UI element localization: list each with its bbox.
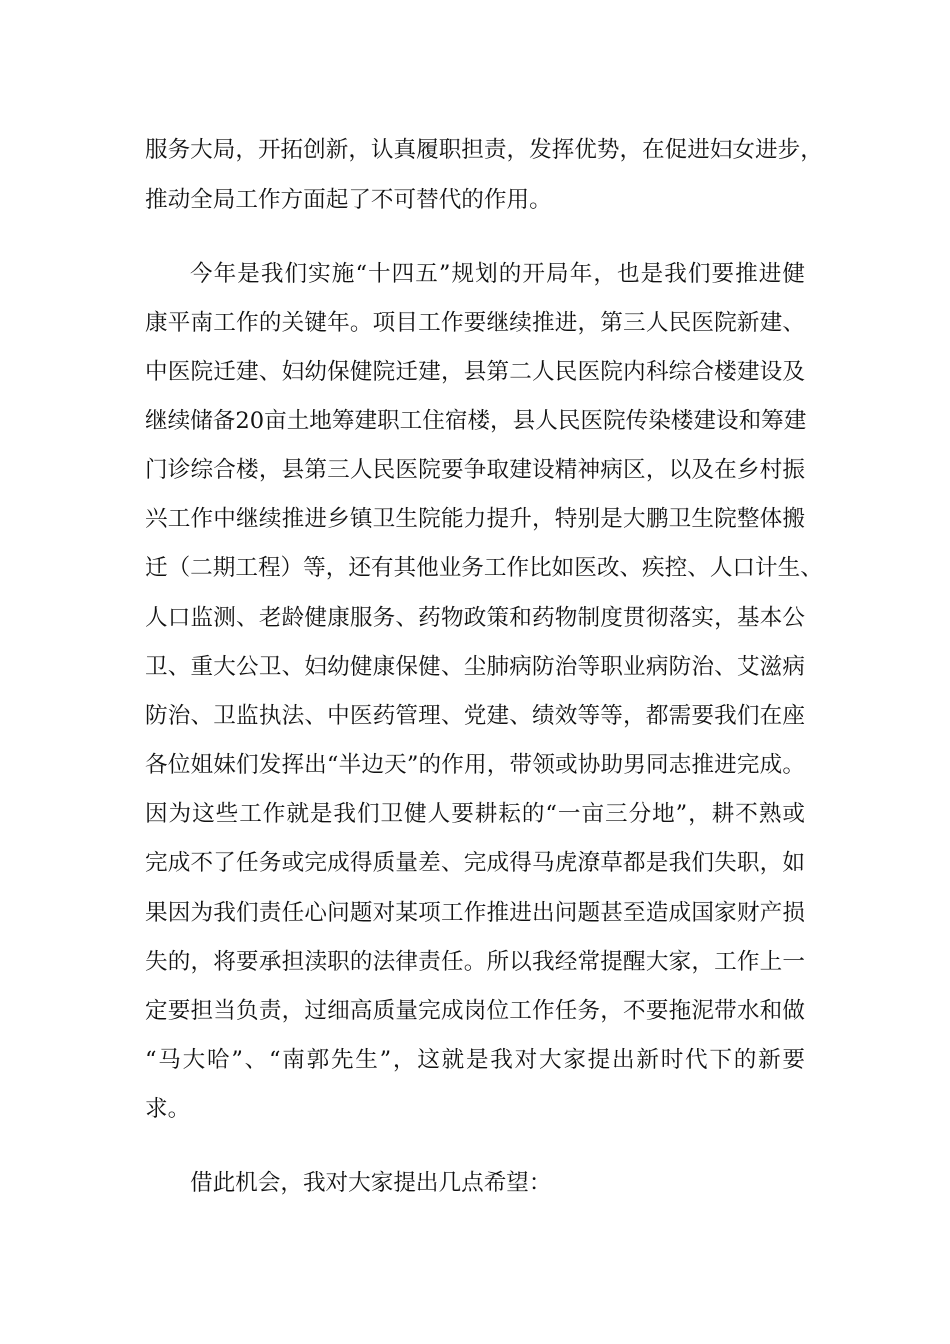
paragraph-1-line-2: 推动全局工作方面起了不可替代的作用。 — [145, 187, 552, 213]
paragraph-2-line-2: 康平南工作的关键年。项目工作要继续推进，第三人民医院新建、 — [145, 310, 805, 336]
paragraph-2-line-14: 果因为我们责任心问题对某项工作推进出问题甚至造成国家财产损 — [145, 900, 805, 926]
paragraph-2-line-4: 继续储备20亩土地筹建职工住宿楼，县人民医院传染楼建设和筹建 — [145, 408, 807, 434]
paragraph-2-line-16: 定要担当负责，过细高质量完成岗位工作任务，不要拖泥带水和做 — [145, 998, 805, 1024]
paragraph-2-line-18: 求。 — [145, 1096, 191, 1122]
paragraph-2-line-7: 迁（二期工程）等，还有其他业务工作比如医改、疾控、人口计生、 — [145, 555, 823, 581]
paragraph-2-line-11: 各位姐妹们发挥出“半边天”的作用，带领或协助男同志推进完成。 — [145, 752, 805, 778]
paragraph-2-line-6: 兴工作中继续推进乡镇卫生院能力提升，特别是大鹏卫生院整体搬 — [145, 506, 805, 532]
paragraph-1-line-1: 服务大局，开拓创新，认真履职担责，发挥优势，在促进妇女进步， — [145, 137, 823, 163]
paragraph-2-line-8: 人口监测、老龄健康服务、药物政策和药物制度贯彻落实，基本公 — [145, 605, 805, 631]
paragraph-2-line-15: 失的，将要承担渎职的法律责任。所以我经常提醒大家，工作上一 — [145, 949, 805, 975]
paragraph-2-line-17: “马大哈”、“南郭先生”，这就是我对大家提出新时代下的新要 — [145, 1047, 805, 1073]
paragraph-2-line-13: 完成不了任务或完成得质量差、完成得马虎潦草都是我们失职，如 — [145, 850, 805, 876]
paragraph-2-line-3: 中医院迁建、妇幼保健院迁建，县第二人民医院内科综合楼建设及 — [145, 359, 805, 385]
paragraph-2-line-10: 防治、卫监执法、中医药管理、党建、绩效等等，都需要我们在座 — [145, 703, 805, 729]
paragraph-2-line-9: 卫、重大公卫、妇幼健康保健、尘肺病防治等职业病防治、艾滋病 — [145, 654, 805, 680]
paragraph-2-line-1: 今年是我们实施“十四五”规划的开局年，也是我们要推进健 — [190, 261, 805, 287]
paragraph-2-line-12: 因为这些工作就是我们卫健人要耕耘的“一亩三分地”，耕不熟或 — [145, 801, 805, 827]
paragraph-2-line-5: 门诊综合楼，县第三人民医院要争取建设精神病区，以及在乡村振 — [145, 457, 805, 483]
paragraph-3-line-1: 借此机会，我对大家提出几点希望： — [190, 1170, 552, 1196]
